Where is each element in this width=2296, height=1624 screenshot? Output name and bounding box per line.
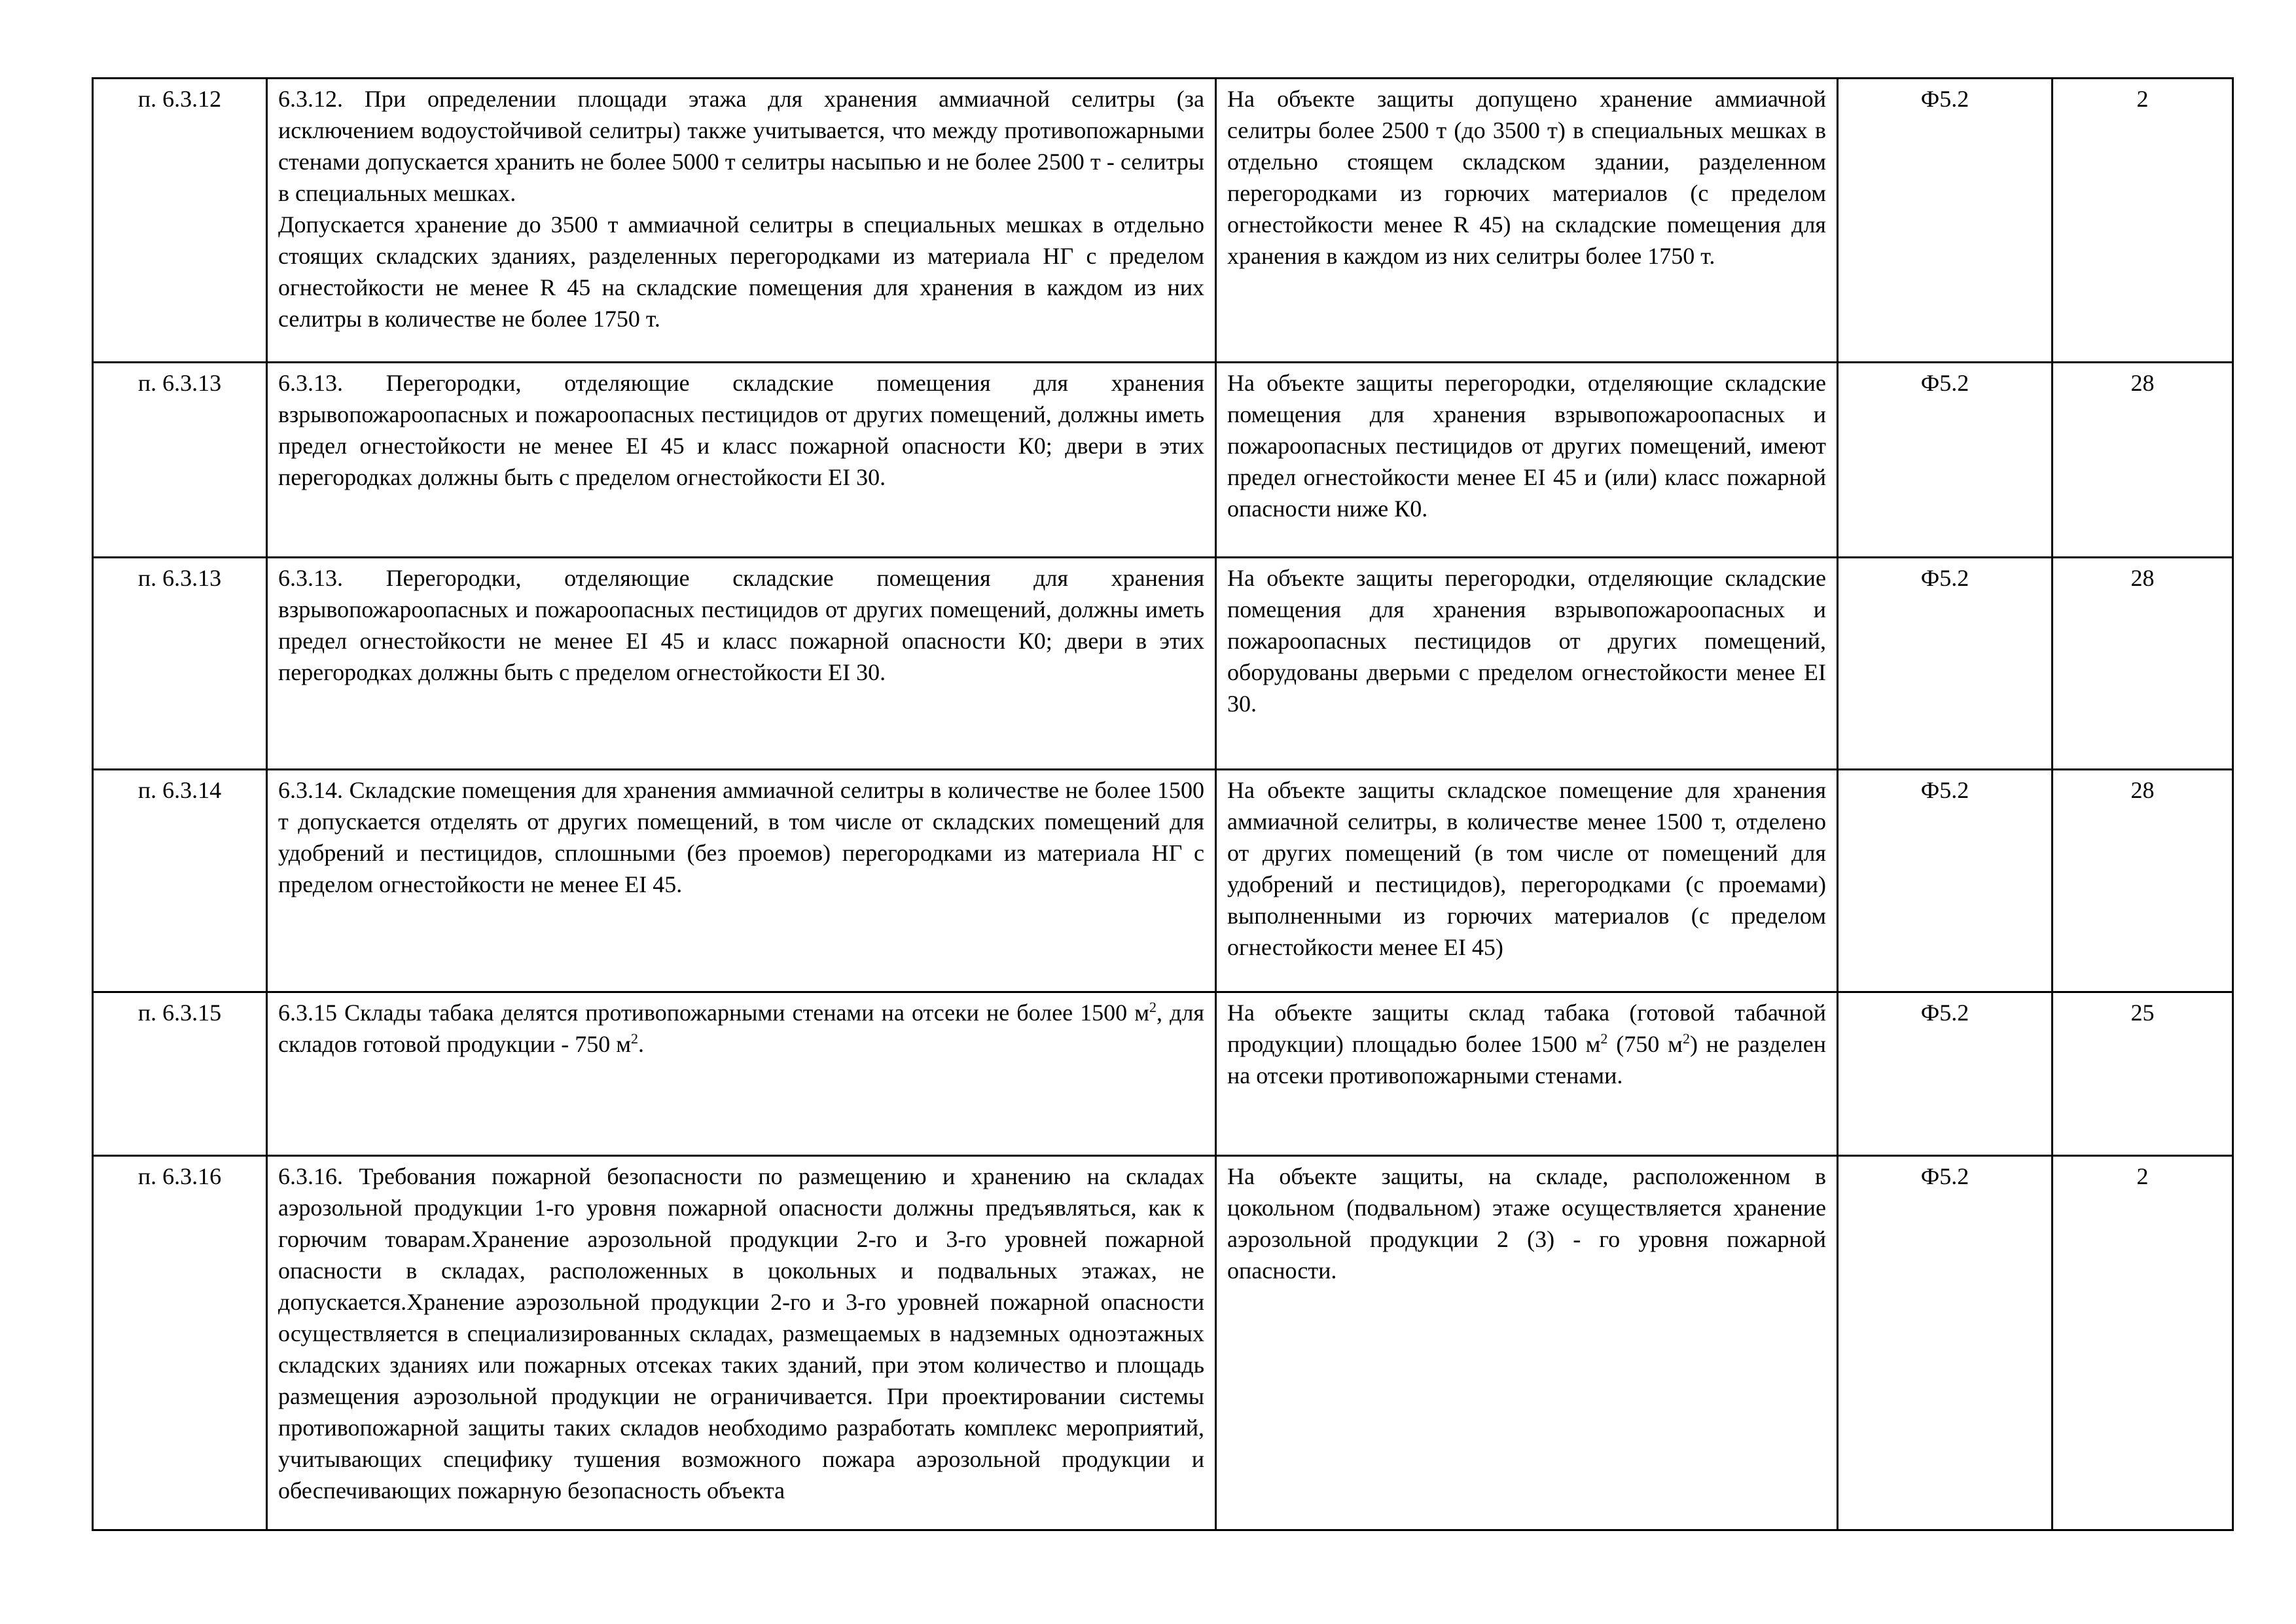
- violation-cell: На объекте защиты, на складе, расположенном в цокольном (подвальном) этаже осуществляется хранение аэрозольной продукции 2 (3) - го уровня пожарной опасности.: [1216, 1156, 1838, 1530]
- superscript: 2: [1682, 1030, 1690, 1047]
- requirement-cell: 6.3.13. Перегородки, отделяющие складские помещения для хранения взрывопожароопасных и пожароопасных пестицидов от других помещений, должны иметь предел огнестойкости не менее EI 45 и класс пожарной опасности К0; двери в этих перегородках должны быть с пределом огнестойкости EI 30.: [267, 363, 1216, 558]
- violation-text: На объекте защиты склад табака (готовой табачной продукции) площадью более 1500 м: [1227, 1000, 1826, 1057]
- violation-cell: [1216, 992, 1838, 1156]
- clause-cell: п. 6.3.13: [93, 363, 267, 558]
- requirement-cell: [267, 992, 1216, 1156]
- superscript: 2: [1600, 1030, 1608, 1047]
- requirement-text: , для складов готовой продукции - 750 м: [278, 1000, 1204, 1057]
- table-row: [93, 1156, 2233, 1530]
- clause-cell: п. 6.3.14: [93, 770, 267, 992]
- superscript: 2: [631, 1030, 638, 1047]
- violation-cell: На объекте защиты складское помещение для хранения аммиачной селитры, в количестве менее 1500 т, отделено от других помещений (в том числе от помещений для удобрений и пестицидов), перегородками (с проемами) выполненными из горючих материалов (с пределом огнестойкости менее EI 45): [1216, 770, 1838, 992]
- class-cell: Ф5.2: [1838, 363, 2053, 558]
- class-cell: Ф5.2: [1838, 558, 2053, 770]
- requirement-cell: 6.3.13. Перегородки, отделяющие складские помещения для хранения взрывопожароопасных и пожароопасных пестицидов от других помещений, должны иметь предел огнестойкости не менее EI 45 и класс пожарной опасности К0; двери в этих перегородках должны быть с пределом огнестойкости EI 30.: [267, 558, 1216, 770]
- table-row: [93, 363, 2233, 558]
- requirement-text: 6.3.15 Склады табака делятся противопожарными стенами на отсеки не более 1500 м: [278, 1000, 1150, 1026]
- requirement-cell: 6.3.14. Складские помещения для хранения аммиачной селитры в количестве не более 1500 т допускается отделять от других помещений, в том числе от складских помещений для удобрений и пестицидов, сплошными (без проемов) перегородками из материала НГ с пределом огнестойкости не менее EI 45.: [267, 770, 1216, 992]
- violation-cell: На объекте защиты перегородки, отделяющие складские помещения для хранения взрывопожароопасных и пожароопасных пестицидов от других помещений, имеют предел огнестойкости менее EI 45 и (или) класс пожарной опасности ниже К0.: [1216, 363, 1838, 558]
- clause-cell: п. 6.3.12: [93, 79, 267, 363]
- violation-text: (750 м: [1607, 1031, 1683, 1057]
- number-cell: 25: [2053, 992, 2233, 1156]
- number-cell: 28: [2053, 770, 2233, 992]
- requirement-text: 6.3.12. При определении площади этажа для хранения аммиачной селитры (за исключением водоустойчивой селитры) также учитывается, что между противопожарными стенами допускается хранить не более 5000 т селитры насыпью и не более 2500 т - селитры в специальных мешках.: [278, 86, 1204, 206]
- requirement-text: .: [638, 1031, 644, 1057]
- number-cell: 28: [2053, 363, 2233, 558]
- clause-cell: п. 6.3.16: [93, 1156, 267, 1530]
- requirement-cell: [267, 79, 1216, 363]
- number-cell: 2: [2053, 79, 2233, 363]
- requirements-table: [92, 77, 2234, 1531]
- violation-text: ) не разделен на отсеки противопожарными стенами.: [1227, 1031, 1826, 1089]
- clause-cell: п. 6.3.13: [93, 558, 267, 770]
- table-row: [93, 770, 2233, 992]
- requirement-cell: 6.3.16. Требования пожарной безопасности по размещению и хранению на складах аэрозольной продукции 1-го уровня пожарной опасности должны предъявляться, как к горючим товарам.Хранение аэрозольной продукции 2-го и 3-го уровней пожарной опасности в складах, расположенных в цокольных и подвальных этажах, не допускается.Хранение аэрозольной продукции 2-го и 3-го уровней пожарной опасности осуществляется в специализированных складах, размещаемых в надземных одноэтажных складских зданиях или пожарных отсеках таких зданий, при этом количество и площадь размещения аэрозольной продукции не ограничивается. При проектировании системы противопожарной защиты таких складов необходимо разработать комплекс мероприятий, учитывающих специфику тушения возможного пожара аэрозольной продукции и обеспечивающих пожарную безопасность объекта: [267, 1156, 1216, 1530]
- class-cell: Ф5.2: [1838, 992, 2053, 1156]
- table-row: [93, 992, 2233, 1156]
- violation-cell: На объекте защиты перегородки, отделяющие складские помещения для хранения взрывопожароопасных и пожароопасных пестицидов от других помещений, оборудованы дверьми с пределом огнестойкости менее EI 30.: [1216, 558, 1838, 770]
- number-cell: 2: [2053, 1156, 2233, 1530]
- table-row: [93, 79, 2233, 363]
- violation-cell: На объекте защиты допущено хранение аммиачной селитры более 2500 т (до 3500 т) в специальных мешках в отдельно стоящем складском здании, разделенном перегородками из горючих материалов (с пределом огнестойкости менее R 45) на складские помещения для хранения в каждом из них селитры более 1750 т.: [1216, 79, 1838, 363]
- class-cell: Ф5.2: [1838, 79, 2053, 363]
- number-cell: 28: [2053, 558, 2233, 770]
- class-cell: Ф5.2: [1838, 770, 2053, 992]
- table-row: [93, 558, 2233, 770]
- clause-cell: п. 6.3.15: [93, 992, 267, 1156]
- superscript: 2: [1149, 999, 1157, 1015]
- requirement-text: Допускается хранение до 3500 т аммиачной селитры в специальных мешках в отдельно стоящих складских зданиях, разделенных перегородками из материала НГ с пределом огнестойкости не менее R 45 на складские помещения для хранения в каждом из них селитры в количестве не более 1750 т.: [278, 211, 1204, 332]
- class-cell: Ф5.2: [1838, 1156, 2053, 1530]
